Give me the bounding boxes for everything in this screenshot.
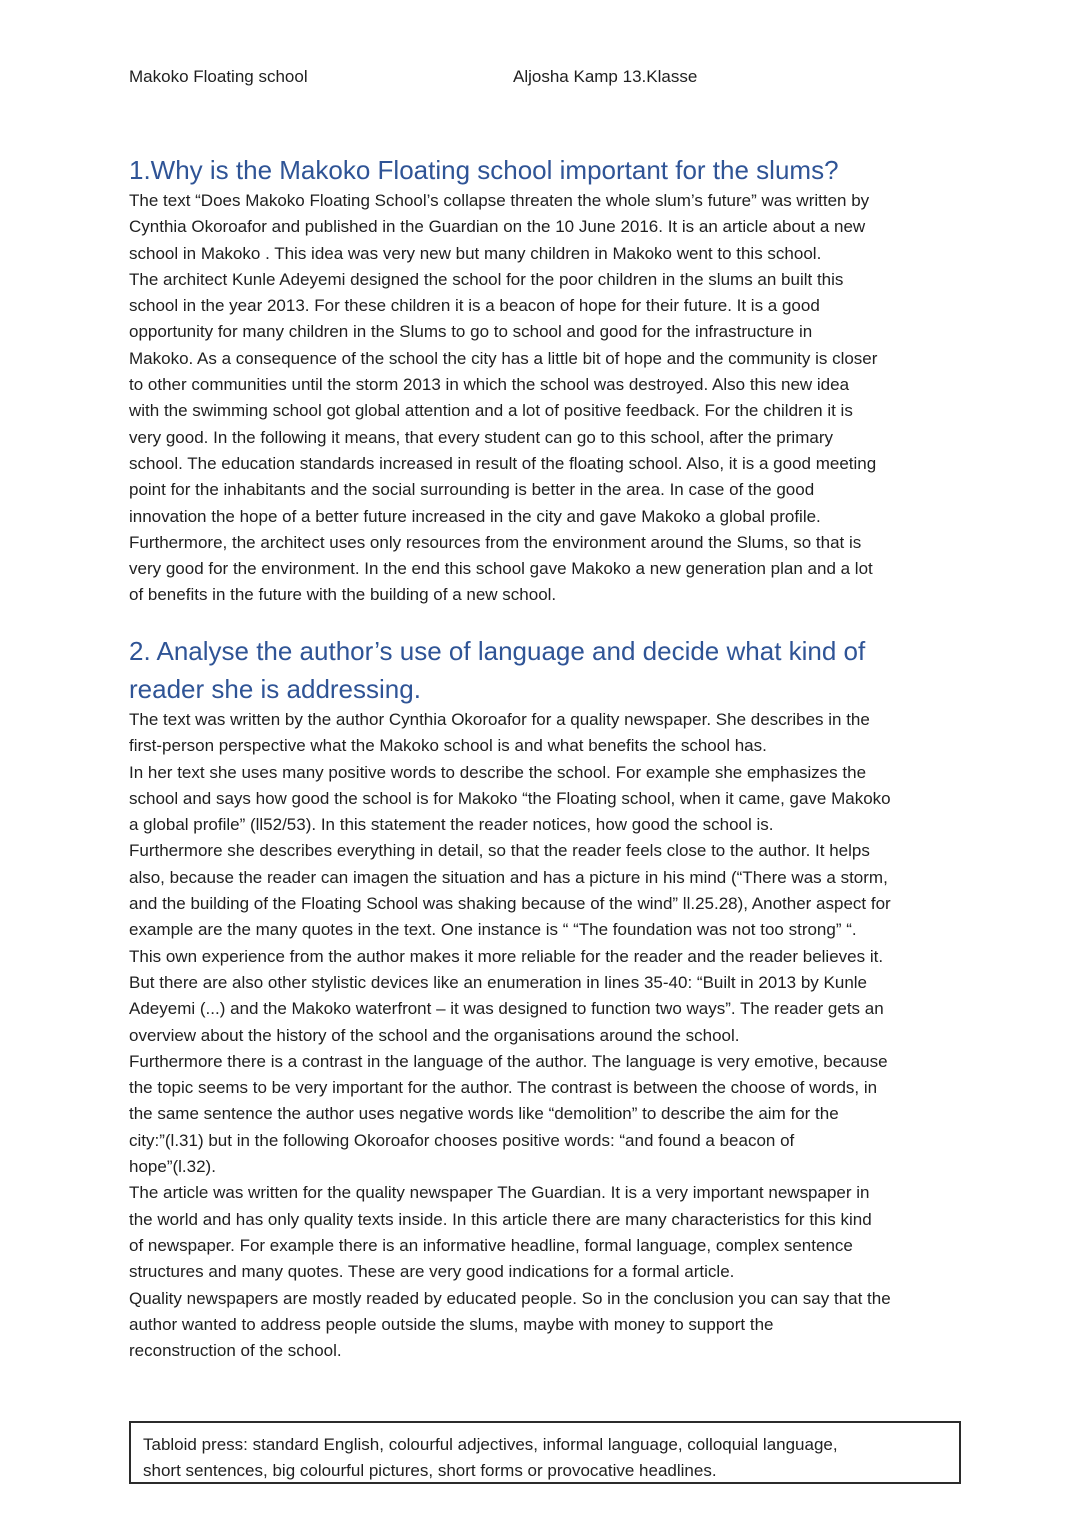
section-1-body: The text “Does Makoko Floating School’s collapse threaten the whole slum’s future” was written by Cynthia Okoroafor and published in the Guardian on the 10 June 2016. It is an article about a new school in Makoko . This idea was very new but many children in Makoko went to this school. The architect Kunle Adeyemi designed the school for the poor children in the slums an built this school in the year 2013. For these children it is a beacon of hope for their future. It is a good opportunity for many children in the Slums to go to school and good for the infrastructure in Makoko. As a consequence of the school the city has a little bit of hope and the community is closer to other communities until the storm 2013 in which the school was destroyed. Also this new idea with the swimming school got global attention and a lot of positive feedback. For the children it is very good. In the following it means, that every student can go to this school, after the primary school. The education standards increased in result of the floating school. Also, it is a good meeting point for the inhabitants and the social surrounding is better in the area. In case of the good innovation the hope of a better future increased in the city and gave Makoko a global profile. Furthermore, the architect uses only resources from the environment around the Slums, so that is very good for the environment. In the end this school gave Makoko a new generation plan and a lot of benefits in the future with the building of a new school. [129, 191, 878, 605]
tabloid-press-note-box: Tabloid press: standard English, colourful adjectives, informal language, colloquial language, short sentences, big colourful pictures, short forms or provocative headlines. [129, 1421, 961, 1484]
header-title: Makoko Floating school [129, 67, 308, 86]
section-2-body: The text was written by the author Cynthia Okoroafor for a quality newspaper. She describes in the first-person perspective what the Makoko school is and what benefits the school has. In her text she uses many positive words to describe the school. For example she emphasizes the school and says how good the school is for Makoko “the Floating school, when it came, gave Makoko a global profile” (ll52/53). In this statement the reader notices, how good the school is. Furthermore she describes everything in detail, so that the reader feels close to the author. It helps also, because the reader can imagen the situation and has a picture in his mind (“There was a storm, and the building of the Floating School was shaking because of the wind” ll.25.28), Another aspect for example are the many quotes in the text. One instance is “ “The foundation was not too strong” “. This own experience from the author makes it more reliable for the reader and the reader believes it. But there are also other stylistic devices like an enumeration in lines 35-40: “Built in 2013 by Kunle Adeyemi (...) and the Makoko waterfront – it was designed to function two ways”. The reader gets an overview about the history of the school and the organisations around the school. Furthermore there is a contrast in the language of the author. The language is very emotive, because the topic seems to be very important for the author. The contrast is between the choose of words, in the same sentence the author uses negative words like “demolition” to describe the aim for the city:”(l.31) but in the following Okoroafor chooses positive words: “and found a beacon of hope”(l.32). The article was written for the quality newspaper The Guardian. It is a very important newspaper in the world and has only quality texts inside. In this article there are many characteristics for this kind of newspaper. For example there is an informative headline, formal language, complex sentence structures and many quotes. These are very good indications for a formal article. Quality newspapers are mostly readed by educated people. So in the conclusion you can say that the author wanted to address people outside the slums, maybe with money to support the reconstruction of the school. [129, 710, 891, 1361]
section-1-heading: 1.Why is the Makoko Floating school important for the slums? [129, 155, 839, 185]
header-author-class: Aljosha Kamp 13.Klasse [513, 67, 698, 86]
section-2-heading: 2. Analyse the author’s use of language and decide what kind of reader she is addressing. [129, 636, 866, 704]
